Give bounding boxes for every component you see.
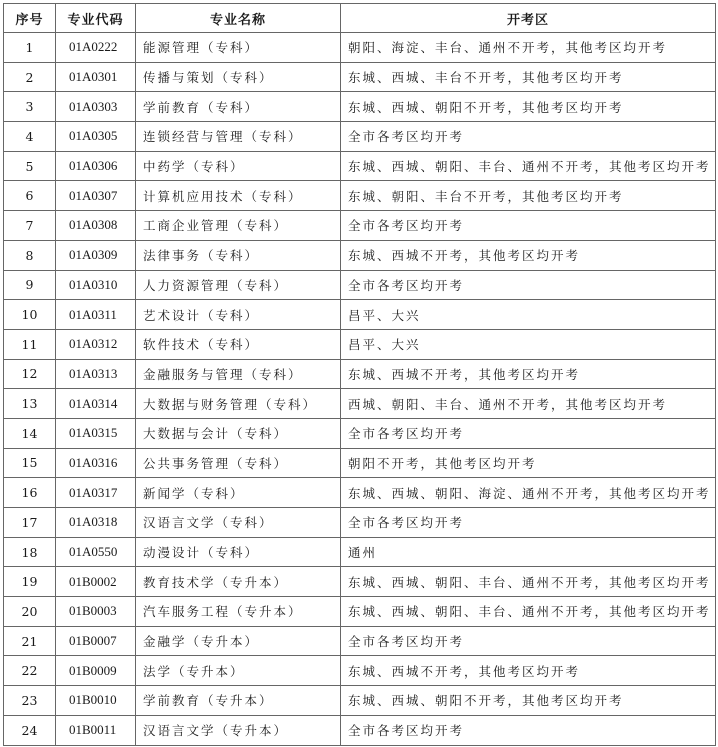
row-major-name: 汉语言文学（专科） [136,508,341,538]
exam-area-table [3,3,716,746]
row-seq: 3 [4,92,56,122]
row-seq: 11 [4,329,56,359]
row-major-name: 公共事务管理（专科） [136,448,341,478]
table-row [4,508,716,538]
row-exam-area: 东城、西城、朝阳、丰台、通州不开考，其他考区均开考 [341,567,716,597]
table-row [4,626,716,656]
row-major-name: 教育技术学（专升本） [136,567,341,597]
row-code: 01A0303 [56,92,136,122]
row-exam-area: 东城、西城不开考，其他考区均开考 [341,240,716,270]
row-seq: 23 [4,686,56,716]
table-row [4,478,716,508]
row-major-name: 金融服务与管理（专科） [136,359,341,389]
table-row [4,656,716,686]
row-major-name: 传播与策划（专科） [136,62,341,92]
table-row [4,300,716,330]
row-seq: 8 [4,240,56,270]
row-code: 01A0222 [56,33,136,63]
row-seq: 13 [4,389,56,419]
row-exam-area: 朝阳、海淀、丰台、通州不开考，其他考区均开考 [341,33,716,63]
row-code: 01A0301 [56,62,136,92]
row-exam-area: 全市各考区均开考 [341,211,716,241]
row-major-name: 大数据与会计（专科） [136,418,341,448]
row-major-name: 软件技术（专科） [136,329,341,359]
table-row [4,389,716,419]
row-exam-area: 昌平、大兴 [341,329,716,359]
row-seq: 24 [4,715,56,745]
row-major-name: 新闻学（专科） [136,478,341,508]
row-code: 01A0310 [56,270,136,300]
row-seq: 9 [4,270,56,300]
row-seq: 17 [4,508,56,538]
row-major-name: 大数据与财务管理（专科） [136,389,341,419]
row-seq: 19 [4,567,56,597]
table-row [4,33,716,63]
row-exam-area: 东城、西城、朝阳不开考，其他考区均开考 [341,686,716,716]
row-seq: 18 [4,537,56,567]
row-seq: 1 [4,33,56,63]
row-exam-area: 全市各考区均开考 [341,122,716,152]
row-code: 01A0307 [56,181,136,211]
table-row [4,62,716,92]
row-exam-area: 全市各考区均开考 [341,508,716,538]
table-row [4,122,716,152]
row-seq: 20 [4,597,56,627]
row-code: 01A0305 [56,122,136,152]
row-exam-area: 东城、西城、丰台不开考，其他考区均开考 [341,62,716,92]
row-seq: 4 [4,122,56,152]
row-major-name: 工商企业管理（专科） [136,211,341,241]
table-row [4,715,716,745]
row-exam-area: 东城、西城不开考，其他考区均开考 [341,656,716,686]
table-row [4,448,716,478]
row-code: 01A0318 [56,508,136,538]
row-code: 01A0306 [56,151,136,181]
row-exam-area: 东城、西城、朝阳、丰台、通州不开考，其他考区均开考 [341,597,716,627]
table-row [4,329,716,359]
row-major-name: 计算机应用技术（专科） [136,181,341,211]
row-exam-area: 昌平、大兴 [341,300,716,330]
row-seq: 15 [4,448,56,478]
table-row [4,92,716,122]
row-code: 01B0003 [56,597,136,627]
row-seq: 14 [4,418,56,448]
row-code: 01B0007 [56,626,136,656]
row-seq: 12 [4,359,56,389]
row-code: 01A0312 [56,329,136,359]
row-exam-area: 东城、西城不开考，其他考区均开考 [341,359,716,389]
header-seq: 序号 [4,4,56,33]
row-exam-area: 西城、朝阳、丰台、通州不开考，其他考区均开考 [341,389,716,419]
row-exam-area: 全市各考区均开考 [341,715,716,745]
table-row [4,537,716,567]
table-header-row [4,4,716,33]
table-row [4,151,716,181]
row-seq: 10 [4,300,56,330]
row-seq: 21 [4,626,56,656]
row-exam-area: 全市各考区均开考 [341,626,716,656]
row-major-name: 学前教育（专科） [136,92,341,122]
table-row [4,240,716,270]
row-major-name: 汉语言文学（专升本） [136,715,341,745]
table-row [4,597,716,627]
row-exam-area: 朝阳不开考，其他考区均开考 [341,448,716,478]
table-row [4,686,716,716]
row-major-name: 法律事务（专科） [136,240,341,270]
row-seq: 2 [4,62,56,92]
row-exam-area: 全市各考区均开考 [341,270,716,300]
row-code: 01A0308 [56,211,136,241]
row-code: 01B0010 [56,686,136,716]
row-major-name: 连锁经营与管理（专科） [136,122,341,152]
row-major-name: 人力资源管理（专科） [136,270,341,300]
row-major-name: 能源管理（专科） [136,33,341,63]
row-seq: 16 [4,478,56,508]
row-seq: 5 [4,151,56,181]
row-exam-area: 东城、朝阳、丰台不开考，其他考区均开考 [341,181,716,211]
row-seq: 7 [4,211,56,241]
row-major-name: 学前教育（专升本） [136,686,341,716]
table-row [4,181,716,211]
row-major-name: 汽车服务工程（专升本） [136,597,341,627]
row-exam-area: 通州 [341,537,716,567]
row-exam-area: 东城、西城、朝阳不开考，其他考区均开考 [341,92,716,122]
row-exam-area: 东城、西城、朝阳、丰台、通州不开考，其他考区均开考 [341,151,716,181]
row-code: 01A0311 [56,300,136,330]
row-code: 01B0009 [56,656,136,686]
row-seq: 6 [4,181,56,211]
table-body [4,33,716,746]
row-major-name: 动漫设计（专科） [136,537,341,567]
row-code: 01A0317 [56,478,136,508]
header-code: 专业代码 [56,4,136,33]
table-row [4,418,716,448]
header-area: 开考区 [341,4,716,33]
row-code: 01A0550 [56,537,136,567]
row-exam-area: 全市各考区均开考 [341,418,716,448]
row-code: 01B0002 [56,567,136,597]
row-major-name: 艺术设计（专科） [136,300,341,330]
row-code: 01B0011 [56,715,136,745]
row-code: 01A0309 [56,240,136,270]
row-exam-area: 东城、西城、朝阳、海淀、通州不开考，其他考区均开考 [341,478,716,508]
table-row [4,567,716,597]
row-seq: 22 [4,656,56,686]
table-row [4,270,716,300]
row-code: 01A0314 [56,389,136,419]
table-row [4,359,716,389]
row-major-name: 金融学（专升本） [136,626,341,656]
row-major-name: 法学（专升本） [136,656,341,686]
header-name: 专业名称 [136,4,341,33]
table-row [4,211,716,241]
row-code: 01A0316 [56,448,136,478]
row-code: 01A0313 [56,359,136,389]
row-major-name: 中药学（专科） [136,151,341,181]
row-code: 01A0315 [56,418,136,448]
